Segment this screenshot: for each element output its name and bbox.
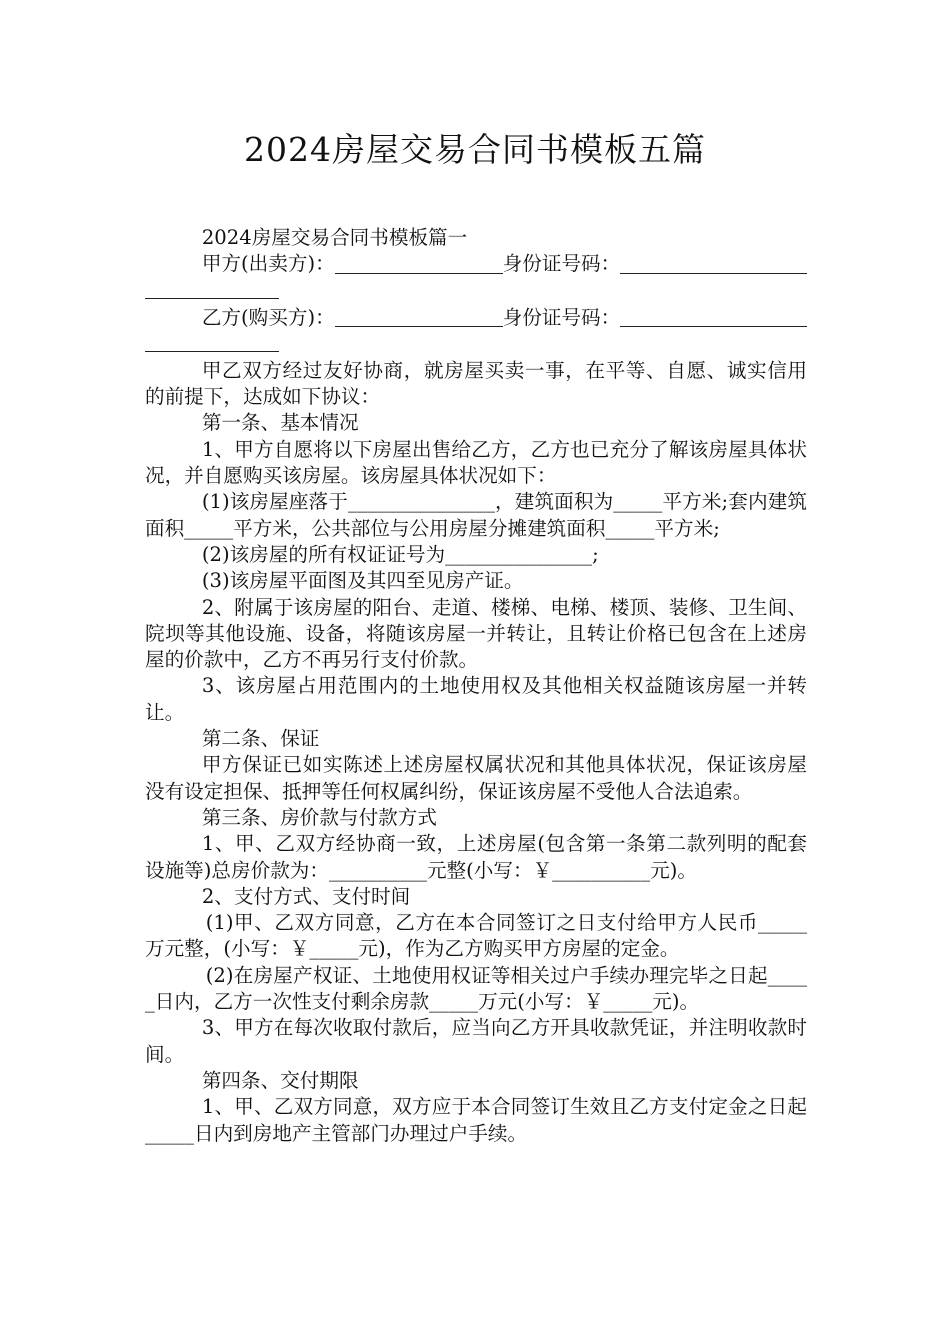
article-heading: 第一条、基本情况 (201, 411, 359, 435)
paragraph: 3、该房屋占用范围内的土地使用权及其他相关权益随该房屋一并转让。 (145, 674, 807, 724)
document-title: 2024房屋交易合同书模板五篇 (244, 130, 706, 169)
paragraph: 2、附属于该房屋的阳台、走道、楼梯、电梯、楼顶、装修、卫生间、院坝等其他设施、设备，将随该房屋一并转让，且转让价格已包含在上述房屋的价款中，乙方不再另行支付价款。 (145, 595, 807, 672)
article-heading: 第四条、交付期限 (201, 1068, 359, 1092)
buyer-id-blank-continued (145, 331, 279, 352)
seller-name-blank (335, 255, 503, 274)
paragraph: 甲乙双方经过友好协商，就房屋买卖一事，在平等、自愿、诚实信用的前提下，达成如下协议： (145, 358, 807, 409)
seller-id-label: 身份证号码： (502, 252, 621, 276)
paragraph: 1、甲、乙双方同意，双方应于本合同签订生效且乙方支付定金之日起_____日内到房地产主管部门办理过户手续。 (145, 1095, 807, 1145)
paragraph: 2、支付方式、支付时间 (201, 884, 411, 908)
paragraph: 3、甲方在每次收取付款后，应当向乙方开具收款凭证，并注明收款时间。 (145, 1016, 807, 1066)
buyer-name-blank (335, 308, 503, 327)
paragraph: (1)该房屋座落于_______________，建筑面积为_____平方米;套内建筑面积_____平方米，公共部位与公用房屋分摊建筑面积_____平方米; (145, 490, 807, 540)
seller-id-blank-continued (145, 278, 279, 299)
buyer-id-blank (620, 308, 807, 327)
seller-row (145, 251, 807, 277)
paragraph: (1)甲、乙双方同意，乙方在本合同签订之日支付给甲方人民币_____万元整，(小写：￥_____元)，作为乙方购买甲方房屋的定金。 (145, 911, 807, 961)
seller-label: 甲方(出卖方)： (201, 252, 335, 276)
buyer-id-label: 身份证号码： (502, 305, 621, 329)
article-heading: 第三条、房价款与付款方式 (201, 805, 437, 829)
document-body (145, 225, 807, 1147)
paragraph: (2)在房屋产权证、土地使用权证等相关过户手续办理完毕之日起_____日内，乙方一次性支付剩余房款_____万元(小写：￥_____元)。 (145, 963, 807, 1014)
buyer-row (145, 305, 807, 331)
paragraph: 1、甲、乙双方经协商一致，上述房屋(包含第一条第二款列明的配套设施等)总房价款为：__________元整(小写：￥__________元)。 (145, 832, 807, 882)
seller-id-blank (620, 255, 807, 274)
paragraph: 甲方保证已如实陈述上述房屋权属状况和其他具体状况，保证该房屋没有设定担保、抵押等任何权属纠纷，保证该房屋不受他人合法追索。 (145, 753, 807, 803)
article-heading: 第二条、保证 (201, 727, 320, 751)
paragraph: 1、甲方自愿将以下房屋出售给乙方，乙方也已充分了解该房屋具体状况，并自愿购买该房屋。该房屋具体状况如下： (145, 437, 807, 488)
section-heading: 2024房屋交易合同书模板篇一 (201, 226, 468, 249)
paragraph: (3)该房屋平面图及其四至见房产证。 (201, 569, 524, 593)
buyer-label: 乙方(购买方)： (201, 305, 335, 329)
paragraph: (2)该房屋的所有权证证号为_______________; (201, 542, 599, 566)
